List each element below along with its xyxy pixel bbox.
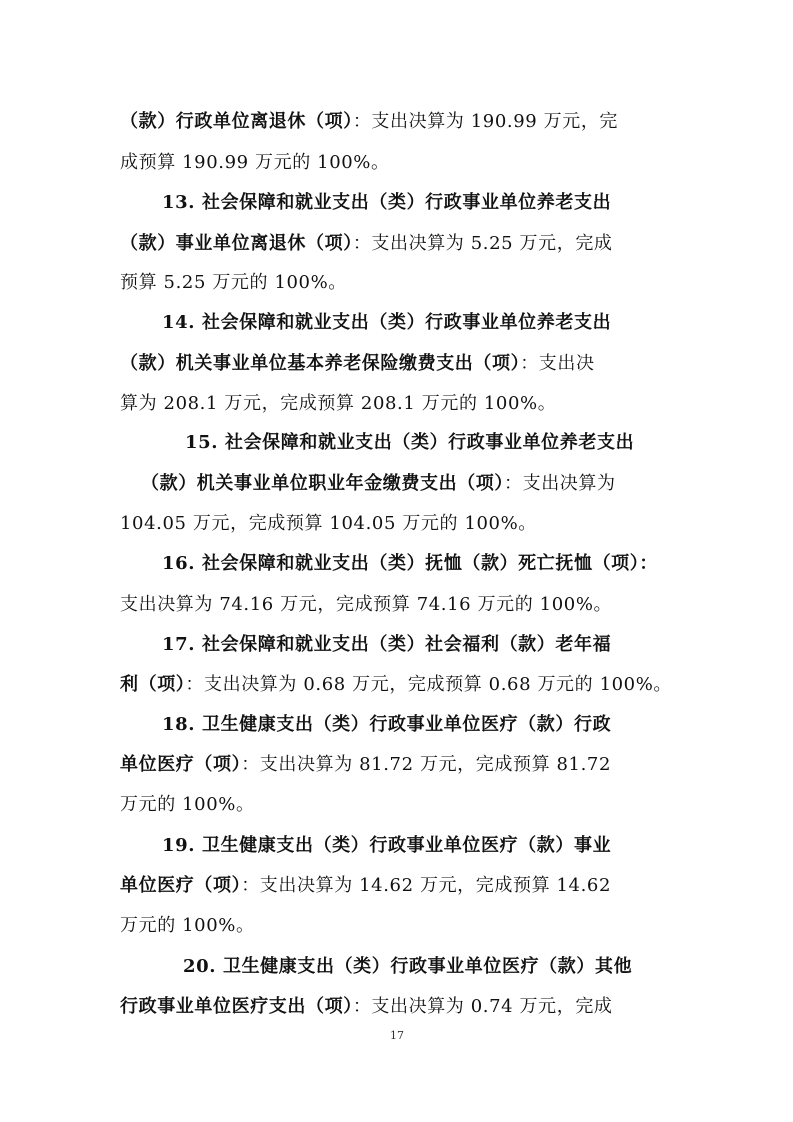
line-19-bold: 19. 卫生健康支出（类）行政事业单位医疗（款）事业 — [162, 835, 612, 856]
line-4-text: ：支出决算为 5.25 万元，完成 — [352, 233, 613, 254]
text-line-8 — [120, 392, 556, 416]
line-14-bold: 17. 社会保障和就业支出（类）社会福利（款）老年福 — [162, 634, 612, 655]
text-line-14 — [162, 633, 611, 657]
line-4-bold: （款）事业单位离退休（项） — [120, 233, 353, 254]
line-8-text: 算为 208.1 万元，完成预算 208.1 万元的 100%。 — [120, 393, 557, 414]
line-7-bold: （款）机关事业单位基本养老保险缴费支出（项） — [120, 353, 521, 374]
page-number: 17 — [390, 1029, 404, 1042]
text-line-12 — [162, 552, 658, 576]
text-line-13 — [120, 593, 612, 617]
text-line-1 — [120, 110, 618, 134]
text-line-21 — [120, 914, 255, 938]
text-line-15 — [120, 673, 672, 697]
line-10-bold: （款）机关事业单位职业年金缴费支出（项） — [141, 473, 504, 494]
line-20-bold: 单位医疗（项） — [120, 875, 242, 896]
line-23-bold: 行政事业单位医疗支出（项） — [120, 996, 353, 1017]
line-21-text: 万元的 100%。 — [120, 915, 255, 936]
line-1-bold: （款）行政单位离退休（项） — [120, 111, 353, 132]
line-15-bold: 利（项） — [120, 674, 186, 695]
line-18-text: 万元的 100%。 — [120, 794, 255, 815]
line-2-text: 成预算 190.99 万元的 100%。 — [120, 152, 390, 173]
text-line-20 — [120, 874, 611, 898]
line-3-bold: 13. 社会保障和就业支出（类）行政事业单位养老支出 — [162, 192, 612, 213]
line-20-text: ：支出决算为 14.62 万元，完成预算 14.62 — [241, 875, 612, 896]
text-line-22 — [183, 955, 632, 979]
line-6-bold: 14. 社会保障和就业支出（类）行政事业单位养老支出 — [162, 312, 612, 333]
text-line-18 — [120, 793, 255, 817]
line-7-text: ：支出决 — [520, 353, 595, 374]
text-line-10 — [141, 472, 616, 496]
line-16-bold: 18. 卫生健康支出（类）行政事业单位医疗（款）行政 — [162, 714, 612, 735]
text-line-17 — [120, 753, 611, 777]
text-line-11 — [120, 512, 537, 536]
text-line-2 — [120, 151, 390, 175]
text-line-6 — [162, 311, 611, 335]
text-line-9 — [185, 431, 634, 455]
line-1-text: ：支出决算为 190.99 万元，完 — [352, 111, 619, 132]
text-line-23 — [120, 995, 613, 1019]
line-5-text: 预算 5.25 万元的 100%。 — [120, 272, 347, 293]
text-line-16 — [162, 713, 611, 737]
text-line-7 — [120, 352, 595, 376]
line-23-text: ：支出决算为 0.74 万元，完成 — [352, 996, 613, 1017]
line-17-text: ：支出决算为 81.72 万元，完成预算 81.72 — [241, 754, 612, 775]
line-15-text: ：支出决算为 0.68 万元，完成预算 0.68 万元的 100%。 — [185, 674, 673, 695]
line-12-bold: 16. 社会保障和就业支出（类）抚恤（款）死亡抚恤（项）： — [162, 553, 658, 574]
line-13-text: 支出决算为 74.16 万元，完成预算 74.16 万元的 100%。 — [120, 594, 613, 615]
line-17-bold: 单位医疗（项） — [120, 754, 242, 775]
line-10-text: ：支出决算为 — [504, 473, 616, 494]
line-9-bold: 15. 社会保障和就业支出（类）行政事业单位养老支出 — [185, 432, 635, 453]
line-11-text: 104.05 万元，完成预算 104.05 万元的 100%。 — [120, 513, 537, 534]
text-line-19 — [162, 834, 611, 858]
text-line-3 — [162, 191, 611, 215]
text-line-4 — [120, 232, 613, 256]
text-line-5 — [120, 271, 347, 295]
line-22-bold: 20. 卫生健康支出（类）行政事业单位医疗（款）其他 — [183, 956, 633, 977]
